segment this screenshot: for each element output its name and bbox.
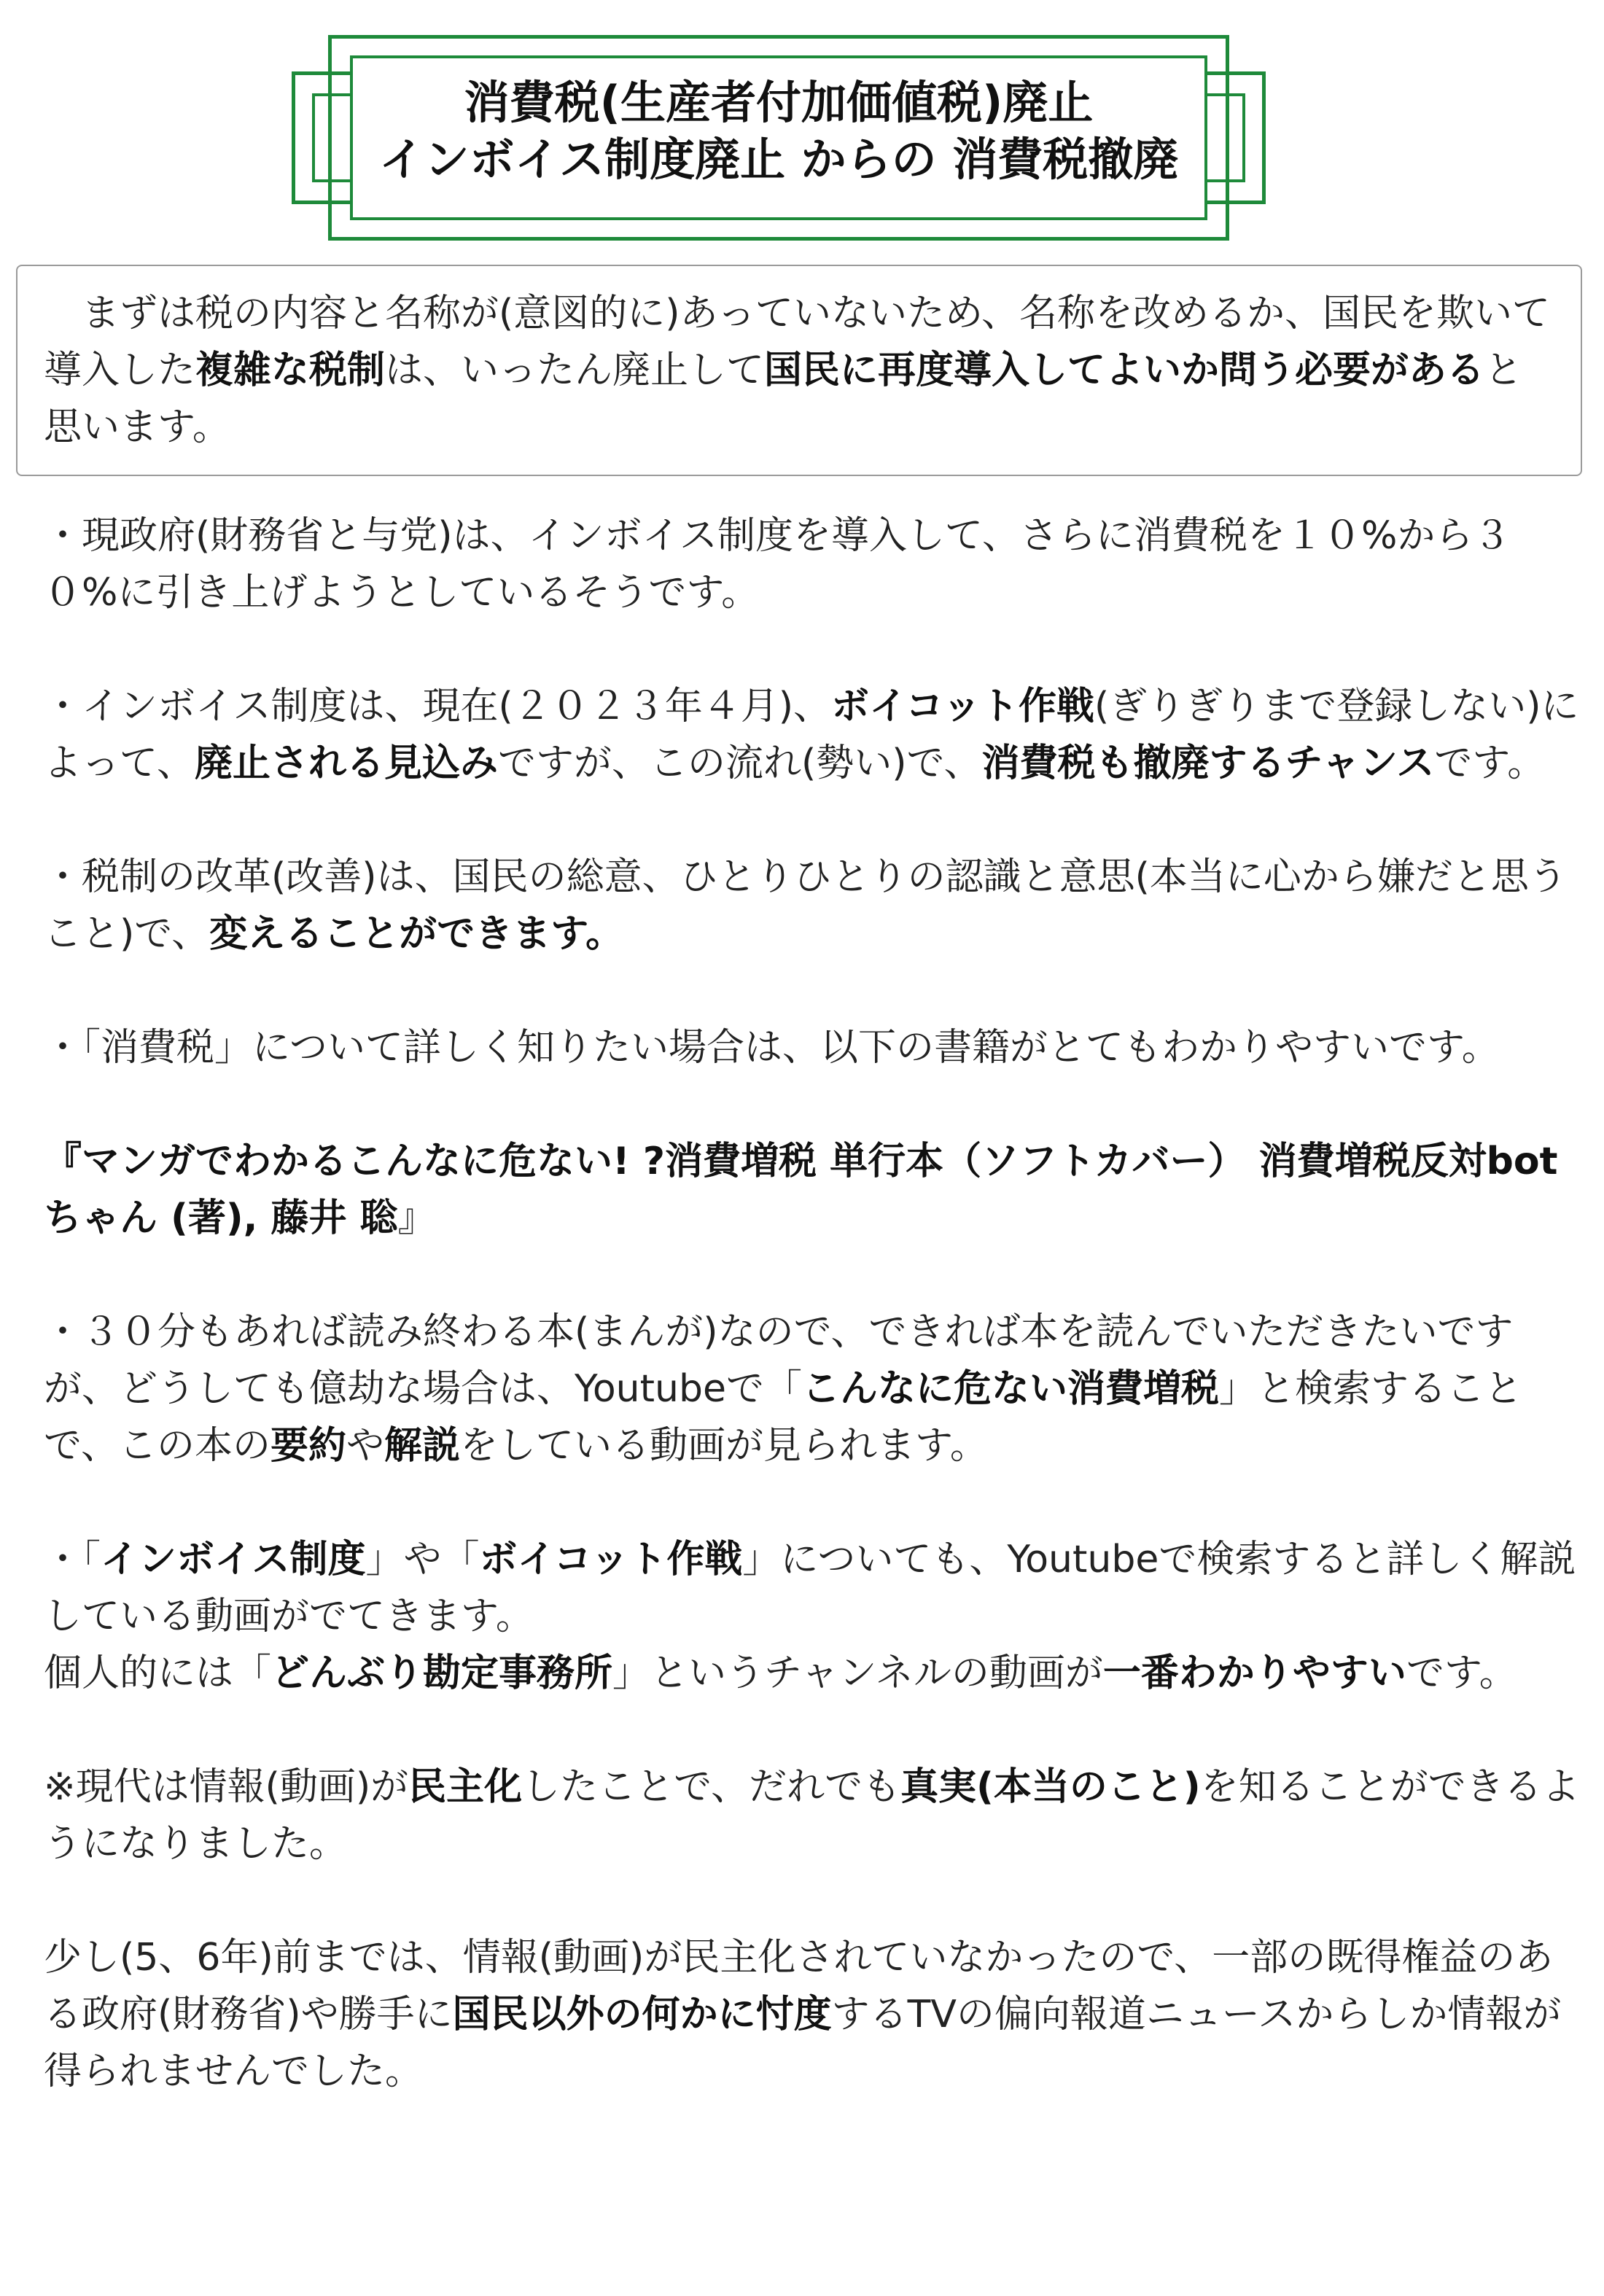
emphasis: 民主化 [408, 1765, 523, 1809]
text: 」というチャンネルの動画が [612, 1651, 1103, 1695]
paragraph-tax-hike [44, 507, 1582, 621]
text: ですが、この流れ(勢い)で、 [497, 742, 982, 785]
text: したことで、だれでも [522, 1765, 901, 1809]
text: 個人的には「 [44, 1651, 272, 1695]
paragraph-channel-recommendation [44, 1645, 1582, 1702]
text: と思います。 [44, 349, 1523, 449]
page-title [353, 74, 1204, 188]
emphasis: ボイコット作戦 [479, 1538, 743, 1581]
text: 」と検索することで、この本の [44, 1367, 1523, 1468]
title-line-1: 消費税(生産者付加価値税)廃止 [464, 76, 1094, 129]
text: 」についても、Youtubeで検索すると詳しく解説している動画がでてきます。 [44, 1538, 1576, 1638]
text: ※現代は情報(動画)が [44, 1765, 409, 1809]
text: ・現政府(財務省と与党)は、インボイス制度を導入して、さらに消費税を１０%から３０%に引き上げようとしているそうです。 [44, 514, 1511, 615]
emphasis: インボイス制度 [101, 1538, 366, 1581]
emphasis: 一番わかりやすい [1102, 1651, 1406, 1695]
text: です。 [1406, 1651, 1517, 1695]
bracket: 』 [397, 1196, 436, 1240]
paragraph-youtube-search [44, 1304, 1582, 1474]
book-title: マンガでわかるこんなに危ない! ?消費増税 単行本（ソフトカバー） 消費増税反対botちゃん (著), 藤井 聡 [44, 1140, 1558, 1240]
text: 少し(5、6年)前までは、情報(動画)が民主化されていなかったので、一部の既得権益のある政府(財務省)や勝手に [44, 1936, 1554, 2036]
intro-paragraph [44, 285, 1554, 456]
emphasis: こんなに危ない消費増税 [801, 1367, 1219, 1411]
emphasis: どんぶり勘定事務所 [271, 1651, 613, 1695]
paragraph-invoice-boycott [44, 678, 1582, 792]
text: まずは税の内容と名称が(意図的に)あっていないため、名称を改めるか、国民を欺いて導入した [44, 292, 1550, 392]
emphasis: 解説 [384, 1424, 461, 1468]
main-content [44, 507, 1582, 2100]
text: ・インボイス制度は、現在(２０２３年４月)、 [44, 685, 832, 728]
paragraph-tax-reform [44, 849, 1582, 962]
paragraph-book-intro [44, 1019, 1582, 1076]
text: は、いったん廃止して [385, 349, 765, 392]
text: ・税制の改革(改善)は、国民の総意、ひとりひとりの認識と意思(本当に心から嫌だと思うこと)で、 [44, 855, 1567, 956]
intro-box [16, 265, 1582, 476]
emphasis: 国民に再度導入してよいか問う必要がある [764, 349, 1485, 392]
text: を知ることができるようになりました。 [44, 1765, 1580, 1866]
text: をしている動画が見られます。 [460, 1424, 988, 1468]
text: (ぎりぎりまで登録しない)によって、 [44, 685, 1579, 785]
emphasis: ボイコット作戦 [831, 685, 1094, 728]
text: するTVの偏向報道ニュースからしか情報が得られませんでした。 [44, 1993, 1562, 2093]
title-line-2: インボイス制度廃止 からの 消費税撤廃 [378, 133, 1179, 186]
text: や [346, 1424, 384, 1468]
paragraph-democratization [44, 1759, 1582, 1872]
emphasis: 消費税も撤廃するチャンス [981, 742, 1435, 785]
emphasis: 変えることができます。 [209, 912, 624, 956]
text: です。 [1434, 742, 1546, 785]
emphasis: 複雑な税制 [195, 349, 386, 392]
text: ・「消費税」について詳しく知りたい場合は、以下の書籍がとてもわかりやすいです。 [44, 1026, 1500, 1070]
text: 」や「 [365, 1538, 480, 1581]
text: ・「 [44, 1538, 101, 1581]
paragraph-book-title [44, 1133, 1582, 1247]
emphasis: 廃止される見込み [194, 742, 498, 785]
paragraph-past-media [44, 1929, 1582, 2100]
emphasis: 真実(本当のこと) [900, 1765, 1201, 1809]
bracket: 『 [44, 1140, 82, 1183]
title-frame [292, 35, 1266, 241]
emphasis: 要約 [270, 1424, 346, 1468]
text: ・３０分もあれば読み終わる本(まんが)なので、できれば本を読んでいただきたいですが、どうしても億劫な場合は、Youtubeで「 [44, 1310, 1514, 1411]
emphasis: 国民以外の何かに忖度 [452, 1993, 832, 2036]
paragraph-invoice-videos [44, 1531, 1582, 1645]
